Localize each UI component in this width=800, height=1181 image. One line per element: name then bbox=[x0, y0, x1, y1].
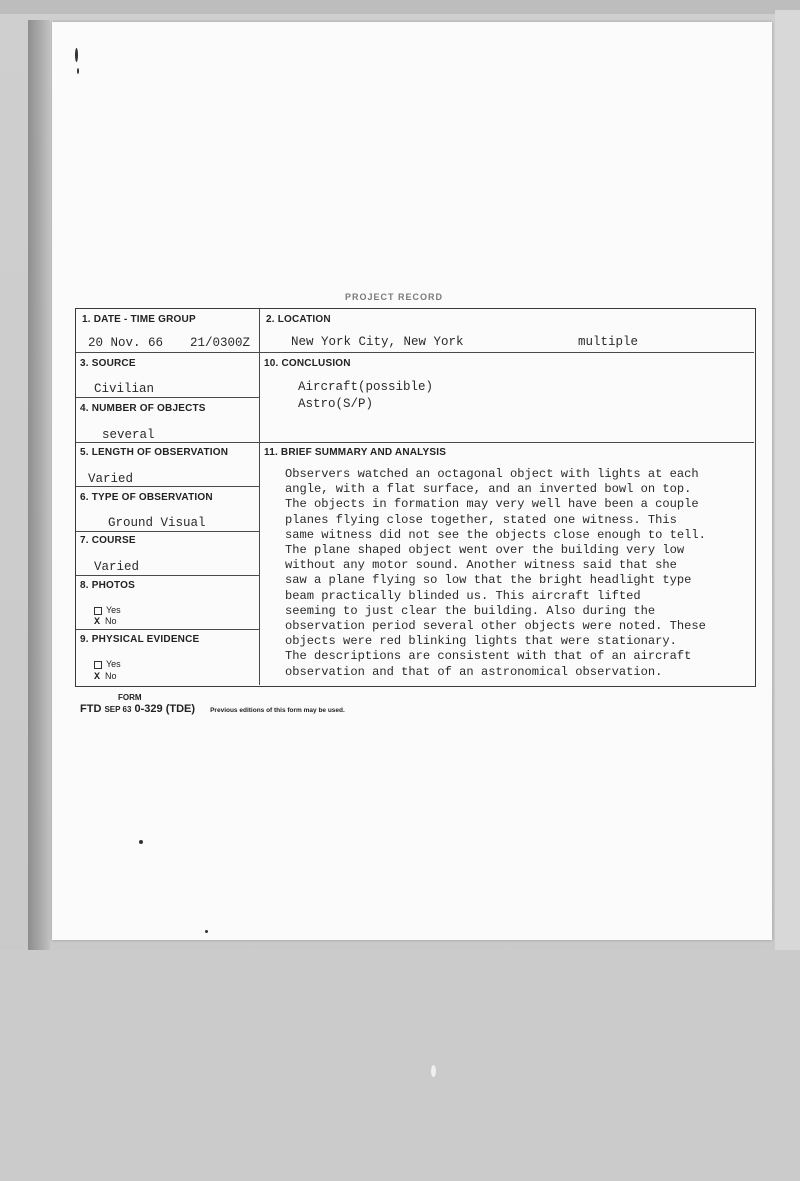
physical-evidence-yes-checkbox[interactable] bbox=[94, 661, 102, 669]
date-value: 20 Nov. 66 bbox=[88, 336, 164, 350]
course-value: Varied bbox=[94, 560, 140, 574]
scan-bottom-area bbox=[0, 950, 800, 1181]
summary-text bbox=[285, 467, 747, 680]
summary-line: beam practically blinded us. This aircraft lifted bbox=[285, 588, 641, 603]
photos-no-text: No bbox=[105, 616, 117, 626]
physical-evidence-no-text: No bbox=[105, 671, 117, 681]
summary-line: The plane shaped object went over the building very low bbox=[285, 543, 685, 558]
summary-line: seeming to just clear the building. Also during the bbox=[285, 603, 656, 618]
summary-line: The objects in formation may very well have been a couple bbox=[285, 497, 699, 512]
form-header-title: PROJECT RECORD bbox=[345, 292, 444, 302]
location-value: New York City, New York bbox=[291, 335, 464, 349]
scan-speck bbox=[77, 68, 79, 74]
length-of-observation-label: 5. LENGTH OF OBSERVATION bbox=[80, 447, 229, 458]
scan-speck bbox=[431, 1065, 436, 1077]
scan-top-strip bbox=[0, 0, 800, 14]
conclusion-line: Aircraft(possible) bbox=[298, 380, 434, 394]
photos-no-option[interactable] bbox=[94, 616, 117, 628]
form-footer bbox=[80, 703, 345, 715]
summary-line: objects were red blinking lights that were stationary. bbox=[285, 634, 677, 649]
photos-yes-checkbox[interactable] bbox=[94, 607, 102, 615]
scan-speck bbox=[205, 930, 208, 933]
form-date: SEP 63 bbox=[104, 705, 132, 714]
summary-line: saw a plane flying so low that the bright headlight type bbox=[285, 573, 692, 588]
source-value: Civilian bbox=[94, 382, 155, 396]
conclusion-label: 10. CONCLUSION bbox=[264, 358, 351, 369]
conclusion-line: Astro(S/P) bbox=[298, 397, 374, 411]
summary-label: 11. BRIEF SUMMARY AND ANALYSIS bbox=[264, 447, 447, 458]
summary-line: angle, with a flat surface, and an inverted bowl on top. bbox=[285, 482, 692, 497]
form-note: Previous editions of this form may be used. bbox=[210, 707, 345, 714]
form-number: 0-329 (TDE) bbox=[134, 703, 196, 715]
scan-speck bbox=[75, 48, 78, 62]
physical-evidence-no-mark: X bbox=[94, 672, 101, 683]
form-word: FORM bbox=[118, 693, 142, 702]
source-label: 3. SOURCE bbox=[80, 358, 136, 369]
physical-evidence-no-option[interactable] bbox=[94, 671, 117, 683]
location-extra: multiple bbox=[578, 335, 639, 349]
type-of-observation-label: 6. TYPE OF OBSERVATION bbox=[80, 492, 213, 503]
date-time-group-label: 1. DATE - TIME GROUP bbox=[82, 314, 196, 325]
summary-line: planes flying close together, stated one witness. This bbox=[285, 512, 677, 527]
physical-evidence-yes-option[interactable] bbox=[94, 659, 121, 669]
photos-yes-option[interactable] bbox=[94, 605, 121, 615]
photos-no-mark: X bbox=[94, 617, 101, 628]
course-label: 7. COURSE bbox=[80, 535, 136, 546]
summary-line: observation and that of an astronomical observation. bbox=[285, 664, 663, 679]
form-ftd: FTD bbox=[80, 703, 102, 715]
summary-line: same witness did not see the objects close enough to tell. bbox=[285, 527, 706, 542]
summary-line: without any motor sound. Another witness said that she bbox=[285, 558, 677, 573]
scan-speck bbox=[139, 840, 143, 844]
summary-line: Observers watched an octagonal object with lights at each bbox=[285, 467, 699, 481]
location-label: 2. LOCATION bbox=[266, 314, 331, 325]
number-of-objects-value: several bbox=[102, 428, 155, 442]
length-of-observation-value: Varied bbox=[88, 472, 134, 486]
photos-label: 8. PHOTOS bbox=[80, 580, 135, 591]
scan-left-shadow bbox=[28, 20, 50, 1020]
type-of-observation-value: Ground Visual bbox=[108, 516, 206, 530]
time-value: 21/0300Z bbox=[190, 336, 251, 350]
photos-yes-text: Yes bbox=[106, 605, 121, 615]
summary-line: observation period several other objects were noted. These bbox=[285, 619, 706, 634]
physical-evidence-yes-text: Yes bbox=[106, 659, 121, 669]
number-of-objects-label: 4. NUMBER OF OBJECTS bbox=[80, 403, 206, 414]
physical-evidence-label: 9. PHYSICAL EVIDENCE bbox=[80, 634, 200, 645]
summary-line: The descriptions are consistent with that of an aircraft bbox=[285, 649, 692, 664]
